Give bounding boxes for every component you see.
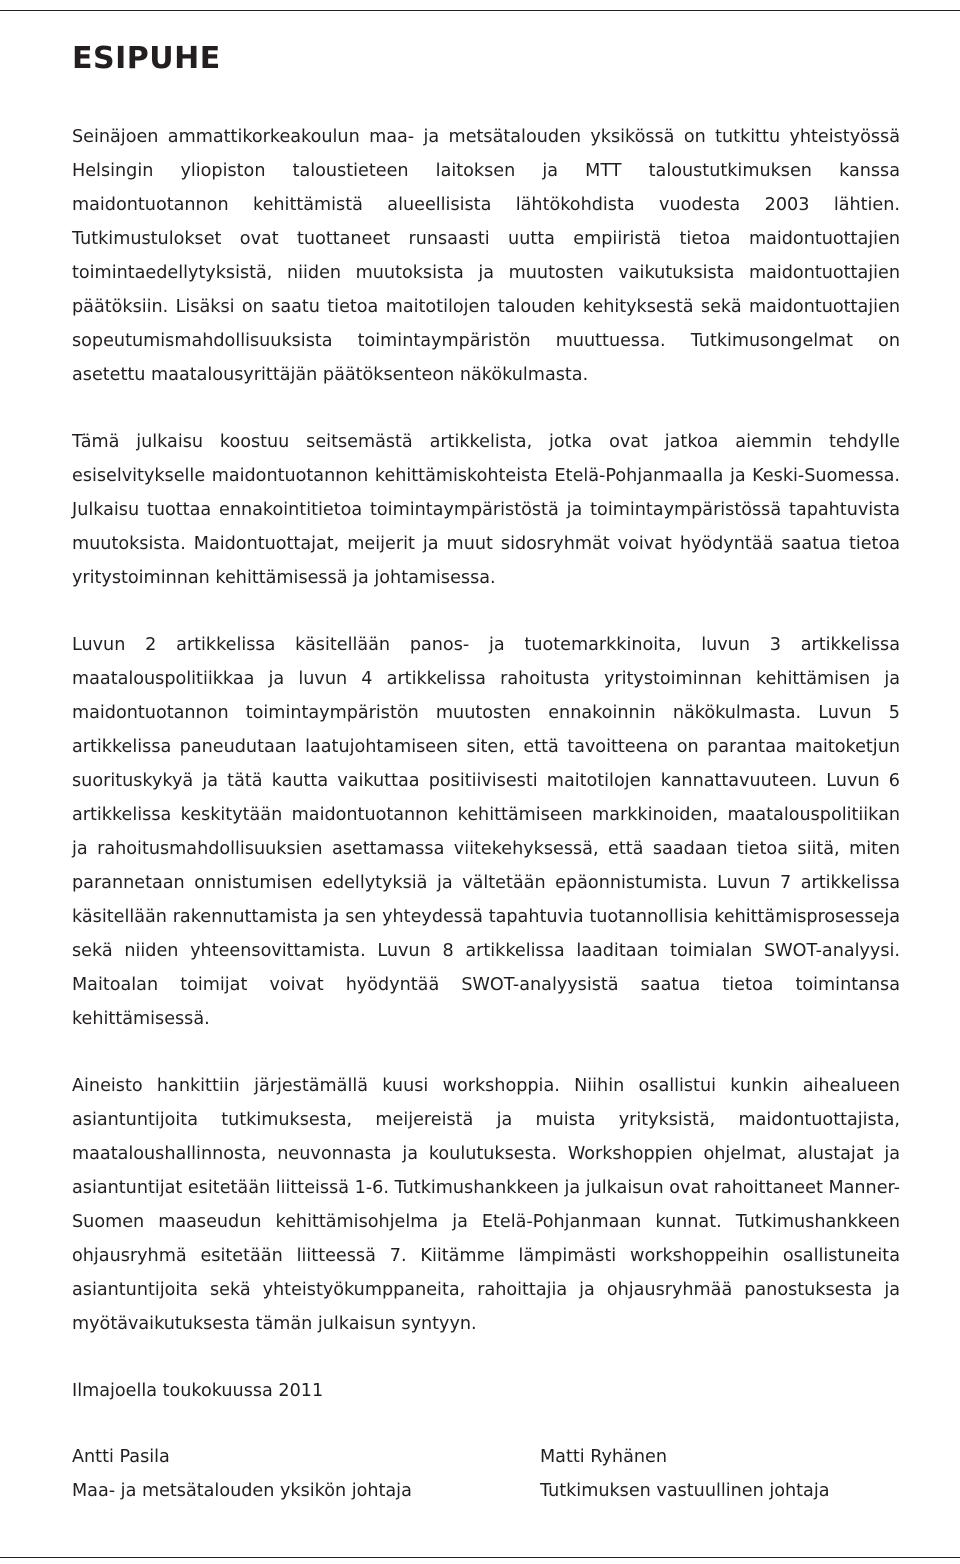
paragraph-2: Tämä julkaisu koostuu seitsemästä artikkelista, jotka ovat jatkoa aiemmin tehdylle esiselvitykselle maidontuotannon kehittämiskohteista Etelä-Pohjanmaalla ja Keski-Suomessa. Julkaisu tuottaa ennakointitietoa toimintaympäristöstä ja toimintaympäristössä tapahtuvista muutoksista. Maidontuottajat, meijerit ja muut sidosryhmät voivat hyödyntää saatua tietoa yritystoiminnan kehittämisessä ja johtamisessa. bbox=[72, 432, 900, 588]
signature-right bbox=[540, 1440, 830, 1508]
page-title: ESIPUHE bbox=[72, 41, 221, 76]
place-date: Ilmajoella toukokuussa 2011 bbox=[72, 1381, 324, 1401]
signature-role: Tutkimuksen vastuullinen johtaja bbox=[540, 1481, 830, 1501]
signature-name: Matti Ryhänen bbox=[540, 1447, 667, 1467]
paragraph-4: Aineisto hankittiin järjestämällä kuusi workshoppia. Niihin osallistui kunkin aihealueen asiantuntijoita tutkimuksesta, meijereistä ja muista yrityksistä, maidontuottajista, maataloushallinnosta, neuvonnasta ja koulutuksesta. Workshoppien ohjelmat, alustajat ja asiantuntijat esitetään liitteissä 1-6. Tutkimushankkeen ja julkaisun ovat rahoittaneet Manner-Suomen maaseudun kehittämisohjelma ja Etelä-Pohjanmaan kunnat. Tutkimushankkeen ohjausryhmä esitetään liitteessä 7. Kiitämme lämpimästi workshoppeihin osallistuneita asiantuntijoita sekä yhteistyökumppaneita, rahoittajia ja ohjausryhmää panostuksesta ja myötävaikutuksesta tämän julkaisun syntyyn. bbox=[72, 1076, 900, 1334]
paragraph-1: Seinäjoen ammattikorkeakoulun maa- ja metsätalouden yksikössä on tutkittu yhteistyössä Helsingin yliopiston taloustieteen laitoksen ja MTT taloustutkimuksen kanssa maidontuotannon kehittämistä alueellisista lähtökohdista vuodesta 2003 lähtien. Tutkimustulokset ovat tuottaneet runsaasti uutta empiiristä tietoa maidontuottajien toimintaedellytyksistä, niiden muutoksista ja muutosten vaikutuksista maidontuottajien päätöksiin. Lisäksi on saatu tietoa maitotilojen talouden kehityksestä sekä maidontuottajien sopeutumismahdollisuuksista toimintaympäristön muuttuessa. Tutkimusongelmat on asetettu maatalousyrittäjän päätöksenteon näkökulmasta. bbox=[72, 127, 900, 385]
top-rule bbox=[0, 10, 960, 11]
signature-left bbox=[72, 1440, 412, 1508]
bottom-rule bbox=[0, 1557, 960, 1558]
body-text bbox=[72, 120, 900, 1374]
signature-role: Maa- ja metsätalouden yksikön johtaja bbox=[72, 1481, 412, 1501]
signature-name: Antti Pasila bbox=[72, 1447, 170, 1467]
paragraph-3: Luvun 2 artikkelissa käsitellään panos- ja tuotemarkkinoita, luvun 3 artikkelissa maatalouspolitiikkaa ja luvun 4 artikkelissa rahoitusta yritystoiminnan kehittämisen ja maidontuotannon toimintaympäristön muutosten ennakoinnin näkökulmasta. Luvun 5 artikkelissa paneudutaan laatujohtamiseen siten, että tavoitteena on parantaa maitoketjun suorituskykyä ja tätä kautta vaikuttaa positiivisesti maitotilojen kannattavuuteen. Luvun 6 artikkelissa keskitytään maidontuotannon kehittämiseen markkinoiden, maatalouspolitiikan ja rahoitusmahdollisuuksien asettamassa viitekehyksessä, että saadaan tietoa siitä, miten parannetaan onnistumisen edellytyksiä ja vältetään epäonnistumista. Luvun 7 artikkelissa käsitellään rakennuttamista ja sen yhteydessä tapahtuvia tuotannollisia kehittämisprosesseja sekä niiden yhteensovittamista. Luvun 8 artikkelissa laaditaan toimialan SWOT-analyysi. Maitoalan toimijat voivat hyödyntää SWOT-analyysistä saatua tietoa toimintansa kehittämisessä. bbox=[72, 635, 900, 1029]
